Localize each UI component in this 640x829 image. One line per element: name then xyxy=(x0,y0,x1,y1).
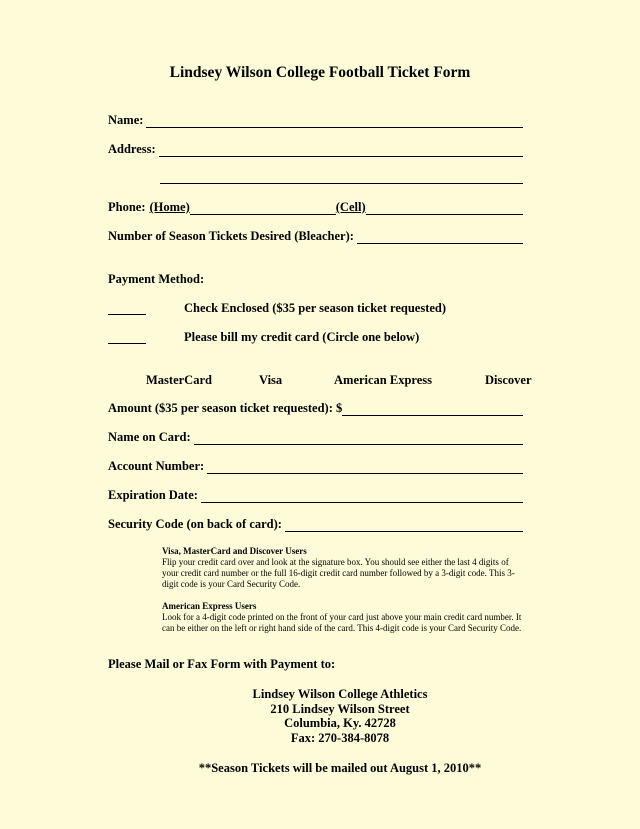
season-tickets-label: Number of Season Tickets Desired (Bleacher): xyxy=(108,229,354,243)
mail-address-line: Columbia, Ky. 42728 xyxy=(284,716,396,730)
address-field[interactable] xyxy=(108,142,523,157)
visa-note-body: Flip your credit card over and look at the signature box. You should see either the last 4 digits of your credit card number or the full 16-digit credit card number followed by a 3-digit code. This 3-digit code is your Card Security Code. xyxy=(162,557,515,589)
account-number-field[interactable] xyxy=(108,459,523,474)
mail-address xyxy=(0,687,640,745)
security-code-field[interactable] xyxy=(108,517,523,532)
check-option-label: Check Enclosed ($35 per season ticket requested) xyxy=(184,301,447,315)
security-code-line[interactable] xyxy=(285,519,523,532)
phone-home-line[interactable] xyxy=(190,202,336,215)
name-on-card-field[interactable] xyxy=(108,430,523,445)
visa-note-heading: Visa, MasterCard and Discover Users xyxy=(162,546,307,556)
credit-option-label: Please bill my credit card (Circle one below) xyxy=(184,330,420,344)
expiration-label: Expiration Date: xyxy=(108,488,198,502)
mail-address-line: Lindsey Wilson College Athletics xyxy=(252,687,428,701)
season-tickets-field[interactable] xyxy=(108,229,523,244)
expiration-field[interactable] xyxy=(108,488,523,503)
address-label: Address: xyxy=(108,142,156,156)
address-line-2[interactable] xyxy=(160,183,523,184)
payment-heading: Payment Method: xyxy=(108,272,205,286)
expiration-line[interactable] xyxy=(201,490,523,503)
mail-fax-line: Fax: 270-384-8078 xyxy=(290,730,390,745)
amex-note-heading: American Express Users xyxy=(162,601,257,611)
season-tickets-line[interactable] xyxy=(357,231,523,244)
security-code-label: Security Code (on back of card): xyxy=(108,517,282,531)
amex-note-body: Look for a 4-digit code printed on the front of your card just above your main credit card number. It can be either on the left or right hand side of the card. This 4-digit code is your Card Security Code. xyxy=(162,612,522,633)
name-on-card-label: Name on Card: xyxy=(108,430,191,444)
card-option-visa[interactable]: Visa xyxy=(259,373,283,387)
form-title: Lindsey Wilson College Football Ticket Form xyxy=(169,64,471,81)
mail-address-line: 210 Lindsey Wilson Street xyxy=(270,701,410,716)
amount-label: Amount ($35 per season ticket requested): $ xyxy=(108,401,343,415)
mail-heading: Please Mail or Fax Form with Payment to: xyxy=(108,657,336,671)
visa-note xyxy=(162,546,522,590)
phone-field[interactable] xyxy=(108,200,523,215)
amount-field[interactable] xyxy=(108,401,523,416)
name-field[interactable] xyxy=(108,113,523,128)
amount-line[interactable] xyxy=(342,403,523,416)
card-option-discover[interactable]: Discover xyxy=(485,373,532,387)
check-blank[interactable] xyxy=(108,301,146,315)
name-on-card-line[interactable] xyxy=(194,432,523,445)
account-number-label: Account Number: xyxy=(108,459,205,473)
card-option-amex[interactable]: American Express xyxy=(334,373,433,387)
credit-blank[interactable] xyxy=(108,330,146,344)
address-line[interactable] xyxy=(159,144,523,157)
account-number-line[interactable] xyxy=(207,461,523,474)
footer-note: **Season Tickets will be mailed out August 1, 2010** xyxy=(198,761,482,775)
phone-cell-line[interactable] xyxy=(366,202,523,215)
name-line[interactable] xyxy=(146,115,523,128)
name-label: Name: xyxy=(108,113,144,127)
phone-cell-label: (Cell) xyxy=(335,200,366,214)
phone-home-label: (Home) xyxy=(149,200,190,214)
amex-note xyxy=(162,601,522,634)
card-option-mastercard[interactable]: MasterCard xyxy=(146,373,212,387)
phone-label: Phone: xyxy=(108,200,146,214)
